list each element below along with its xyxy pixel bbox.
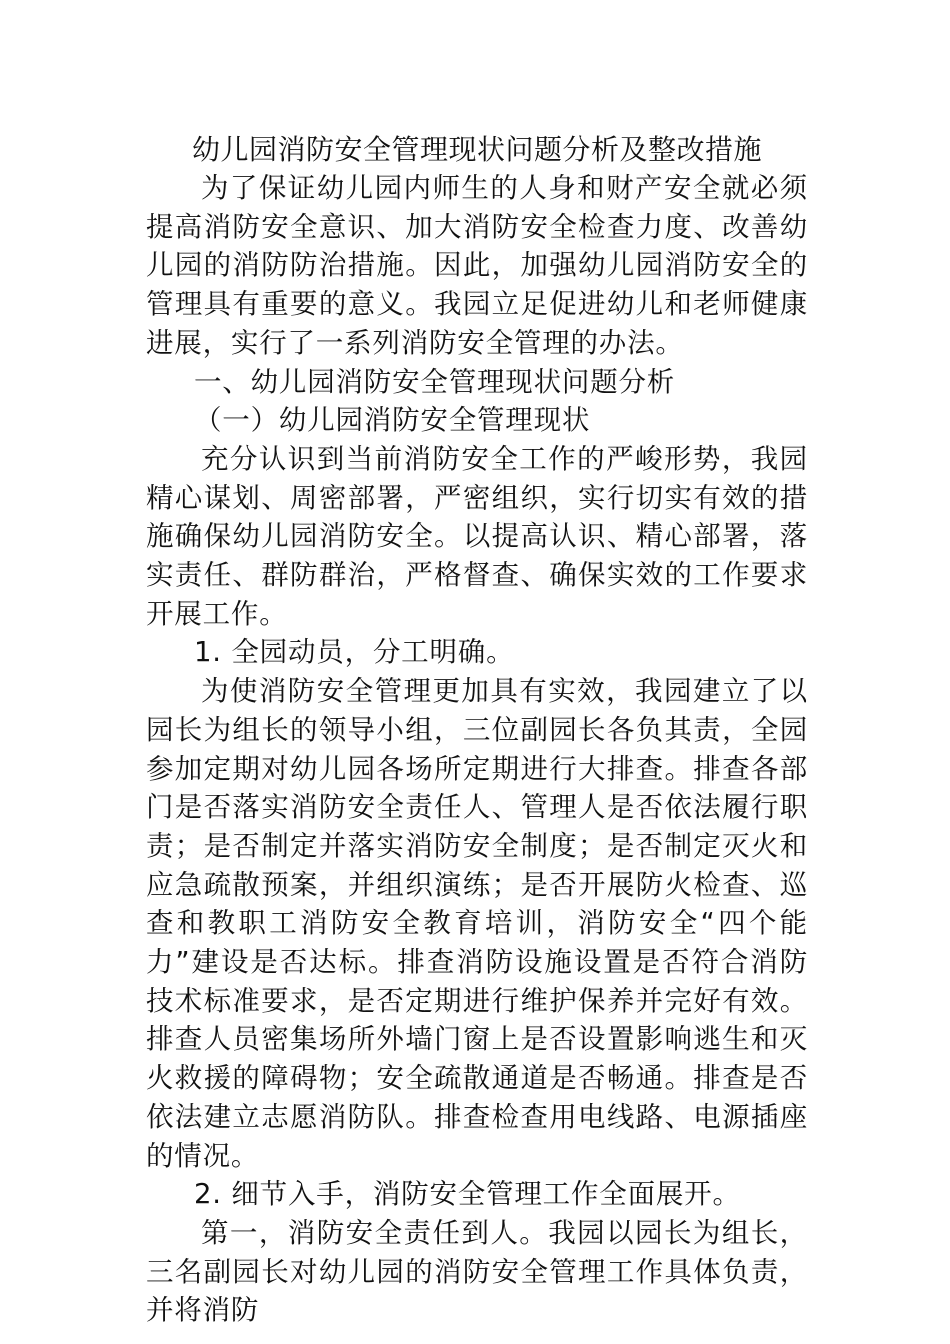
point-1-heading: 1. 全园动员，分工明确。 xyxy=(194,636,515,669)
document-title: 幼儿园消防安全管理现状问题分析及整改措施 xyxy=(192,133,763,166)
section-heading: 一、幼儿园消防安全管理现状问题分析 xyxy=(194,365,676,398)
document-page xyxy=(146,128,808,1330)
awareness-paragraph: 充分认识到当前消防安全工作的严峻形势，我园精心谋划、周密部署，严密组织，实行切实有效的措施确保幼儿园消防安全。以提高认识、精心部署，落实责任、群防群治，严格督查、确保实效的工作要求开展工作。 xyxy=(146,442,808,630)
point-2-heading: 2. 细节入手，消防安全管理工作全面展开。 xyxy=(194,1178,741,1211)
subsection-heading: （一）幼儿园消防安全管理现状 xyxy=(194,404,591,437)
point-2-paragraph: 第一，消防安全责任到人。我园以园长为组长，三名副园长对幼儿园的消防安全管理工作具体负责，并将消防 xyxy=(146,1216,808,1327)
point-1-paragraph: 为使消防安全管理更加具有实效，我园建立了以园长为组长的领导小组，三位副园长各负其责，全园参加定期对幼儿园各场所定期进行大排查。排查各部门是否落实消防安全责任人、管理人是否依法履行职责；是否制定并落实消防安全制度；是否制定灭火和应急疏散预案，并组织演练；是否开展防火检查、巡查和教职工消防安全教育培训，消防安全“四个能力”建设是否达标。排查消防设施设置是否符合消防技术标准要求，是否定期进行维护保养并完好有效。排查人员密集场所外墙门窗上是否设置影响逃生和灭火救援的障碍物；安全疏散通道是否畅通。排查是否依法建立志愿消防队。排查检查用电线路、电源插座的情况。 xyxy=(146,675,808,1172)
intro-paragraph: 为了保证幼儿园内师生的人身和财产安全就必须提高消防安全意识、加大消防安全检查力度、改善幼儿园的消防防治措施。因此，加强幼儿园消防安全的管理具有重要的意义。我园立足促进幼儿和老师健康进展，实行了一系列消防安全管理的办法。 xyxy=(146,172,808,359)
